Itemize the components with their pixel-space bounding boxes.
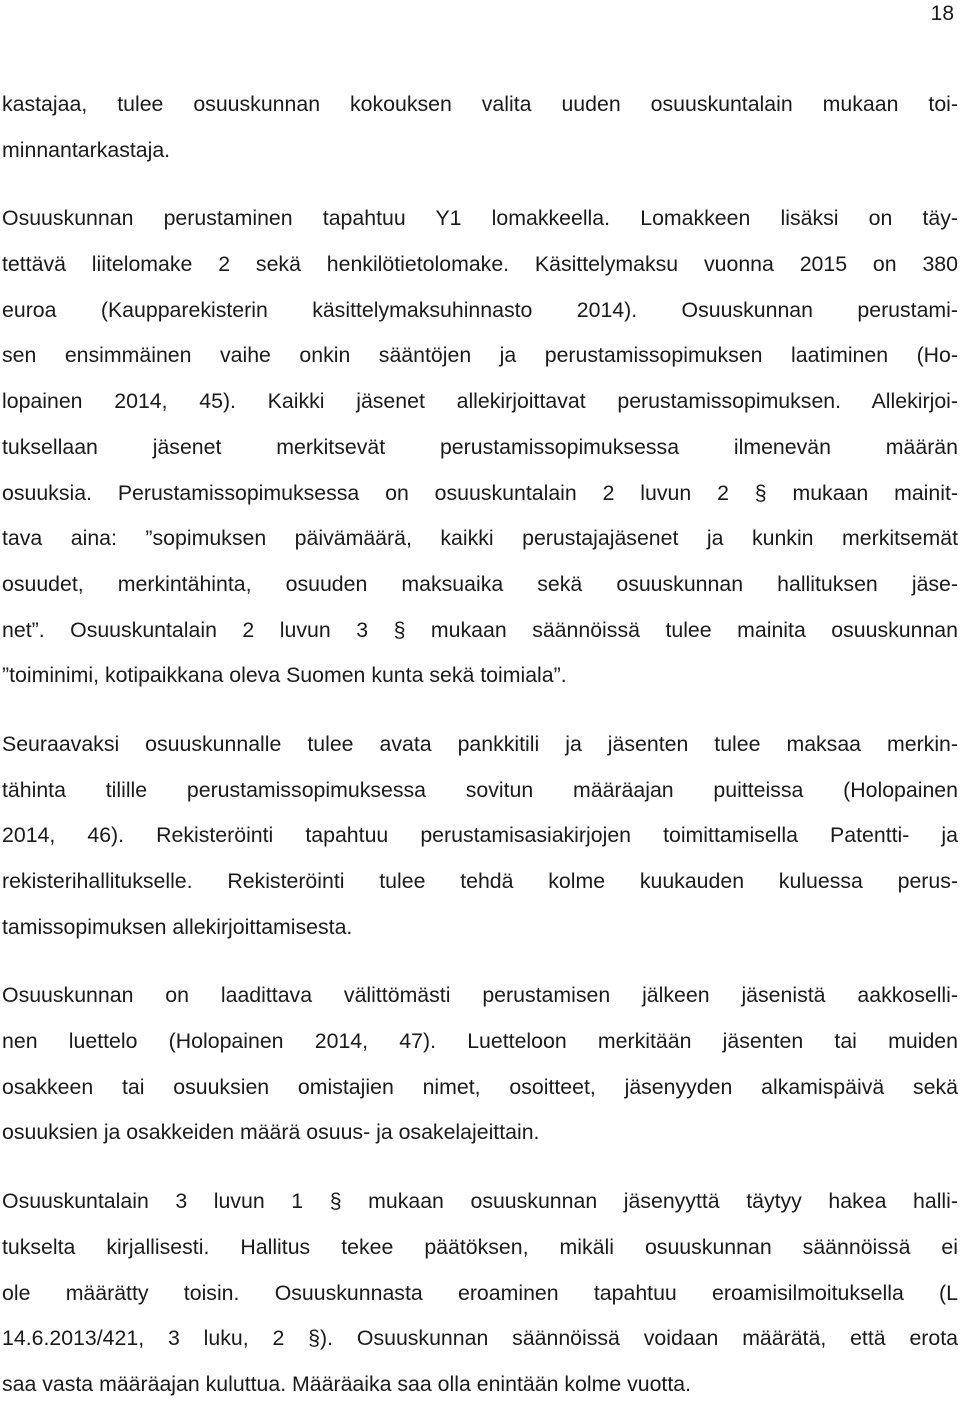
text-line: Osuuskunnan perustaminen tapahtuu Y1 lomakkeella. Lomakkeen lisäksi on täy- (2, 206, 958, 231)
text-line: Seuraavaksi osuuskunnalle tulee avata pankkitili ja jäsenten tulee maksaa merkin- (2, 731, 958, 756)
text-line: tamissopimuksen allekirjoittamisesta. (2, 914, 353, 939)
text-line: osuudet, merkintähinta, osuuden maksuaika sekä osuuskunnan hallituksen jäse- (2, 571, 958, 596)
text-line: tettävä liitelomake 2 sekä henkilötietolomake. Käsittelymaksu vuonna 2015 on 380 (2, 252, 958, 277)
text-line: rekisterihallitukselle. Rekisteröinti tulee tehdä kolme kuukauden kuluessa perus- (2, 869, 958, 893)
text-line: osuuksia. Perustamissopimuksessa on osuuskuntalain 2 luvun 2 § mukaan mainit- (2, 480, 958, 505)
text-line: net”. Osuuskuntalain 2 luvun 3 § mukaan säännöissä tulee mainita osuuskunnan (2, 617, 958, 642)
paragraph-3 (2, 722, 958, 950)
text-line: 14.6.2013/421, 3 luku, 2 §). Osuuskunnan säännöissä voidaan määrätä, että erota (2, 1326, 958, 1351)
paragraph-1 (2, 82, 958, 173)
text-line: tukselta kirjallisesti. Hallitus tekee päätöksen, mikäli osuuskunnan säännöissä ei (2, 1234, 958, 1259)
text-line: saa vasta määräajan kuluttua. Määräaika saa olla enintään kolme vuotta. (2, 1371, 692, 1396)
text-line: lopainen 2014, 45). Kaikki jäsenet allekirjoittavat perustamissopimuksen. Allekirjoi- (2, 389, 958, 414)
text-line: tava aina: ”sopimuksen päivämäärä, kaikki perustajajäsenet ja kunkin merkitsemät (2, 526, 958, 551)
text-line: kastajaa, tulee osuuskunnan kokouksen valita uuden osuuskuntalain mukaan toi- (2, 92, 958, 116)
text-line: 2014, 46). Rekisteröinti tapahtuu perustamisasiakirjojen toimittamisella Patentti- ja (2, 823, 958, 848)
text-line: osakkeen tai osuuksien omistajien nimet, osoitteet, jäsenyyden alkamispäivä sekä (2, 1074, 958, 1099)
text-line: tähinta tilille perustamissopimuksessa sovitun määräajan puitteissa (Holopainen (2, 777, 958, 802)
text-line: ”toiminimi, kotipaikkana oleva Suomen kunta sekä toimiala”. (2, 663, 567, 688)
text-line: euroa (Kaupparekisterin käsittelymaksuhinnasto 2014). Osuuskunnan perustami- (2, 297, 958, 322)
text-line: minnantarkastaja. (2, 137, 171, 162)
page-number: 18 (930, 2, 954, 25)
text-line: Osuuskuntalain 3 luvun 1 § mukaan osuuskunnan jäsenyyttä täytyy hakea halli- (2, 1189, 958, 1214)
text-line: nen luettelo (Holopainen 2014, 47). Luetteloon merkitään jäsenten tai muiden (2, 1029, 958, 1054)
text-line: ole määrätty toisin. Osuuskunnasta eroaminen tapahtuu eroamisilmoituksella (L (2, 1280, 958, 1305)
paragraph-5 (2, 1179, 958, 1407)
text-line: tuksellaan jäsenet merkitsevät perustamissopimuksessa ilmenevän määrän (2, 434, 958, 459)
paragraph-2 (2, 196, 958, 699)
paragraph-4 (2, 973, 958, 1156)
text-line: Osuuskunnan on laadittava välittömästi perustamisen jälkeen jäsenistä aakkoselli- (2, 983, 958, 1008)
text-line: osuuksien ja osakkeiden määrä osuus- ja osakelajeittain. (2, 1120, 540, 1145)
text-line: sen ensimmäinen vaihe onkin sääntöjen ja perustamissopimuksen laatiminen (Ho- (2, 343, 958, 368)
document-body (2, 82, 958, 1408)
